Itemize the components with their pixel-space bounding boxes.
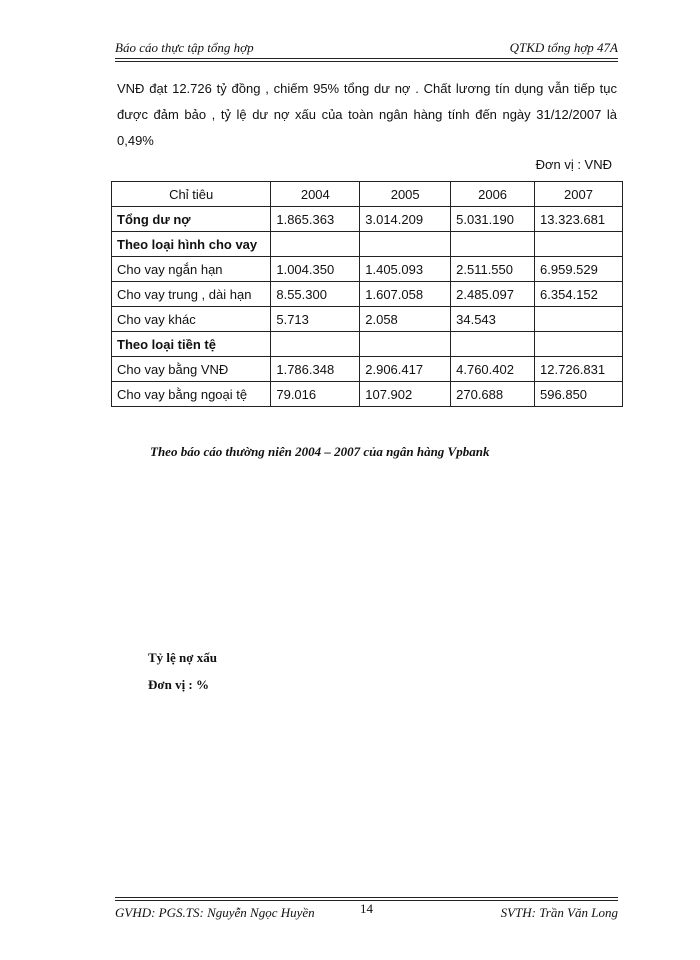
- body-paragraph: VNĐ đạt 12.726 tỷ đồng , chiếm 95% tổng dư nợ . Chất lương tín dụng vẫn tiếp tục được đảm bảo , tỷ lệ dư nợ xấu của toàn ngân hàng tính đến ngày 31/12/2007 là 0,49%: [117, 81, 617, 148]
- table-cell: 1.786.348: [271, 357, 360, 382]
- column-header: 2005: [360, 182, 451, 207]
- table-source-note: Theo báo cáo thường niên 2004 – 2007 của ngân hàng Vpbank: [150, 444, 490, 459]
- table-row: [112, 282, 623, 307]
- table-row: [112, 257, 623, 282]
- table-cell: 2.058: [360, 307, 451, 332]
- row-label: Theo loại tiền tệ: [112, 332, 271, 357]
- header-rule: [115, 58, 618, 59]
- loan-table: [111, 181, 623, 407]
- table-cell: 34.543: [451, 307, 535, 332]
- page-number: 14: [360, 901, 373, 916]
- table-cell: 5.713: [271, 307, 360, 332]
- row-label: Cho vay ngắn hạn: [112, 257, 271, 282]
- table-cell: 79.016: [271, 382, 360, 407]
- row-label: Tổng dư nợ: [112, 207, 271, 232]
- table-cell: 270.688: [451, 382, 535, 407]
- table-cell: [360, 332, 451, 357]
- table-row: [112, 382, 623, 407]
- header-rule-double: [115, 61, 618, 62]
- table-cell: 2.906.417: [360, 357, 451, 382]
- table-row: [112, 357, 623, 382]
- footer-rule: [115, 897, 618, 898]
- header-class-name: QTKD tổng hợp 47A: [509, 40, 618, 55]
- table-cell: 1.865.363: [271, 207, 360, 232]
- table-cell: 1.607.058: [360, 282, 451, 307]
- table-header-row: [112, 182, 623, 207]
- footer-student: SVTH: Trần Văn Long: [500, 905, 618, 920]
- row-label: Cho vay khác: [112, 307, 271, 332]
- table-cell: [451, 332, 535, 357]
- header-report-title: Báo cáo thực tập tổng hợp: [115, 40, 254, 55]
- table-cell: 6.959.529: [535, 257, 623, 282]
- table-cell: [535, 332, 623, 357]
- row-label: Theo loại hình cho vay: [112, 232, 271, 257]
- column-header: 2007: [535, 182, 623, 207]
- table-cell: 6.354.152: [535, 282, 623, 307]
- row-label: Cho vay bằng ngoại tệ: [112, 382, 271, 407]
- table-cell: 5.031.190: [451, 207, 535, 232]
- table-row: [112, 332, 623, 357]
- table-cell: 4.760.402: [451, 357, 535, 382]
- table-cell: 1.004.350: [271, 257, 360, 282]
- table-cell: 2.485.097: [451, 282, 535, 307]
- table-cell: 2.511.550: [451, 257, 535, 282]
- table-cell: 12.726.831: [535, 357, 623, 382]
- table-cell: 596.850: [535, 382, 623, 407]
- footer-supervisor: GVHD: PGS.TS: Nguyễn Ngọc Huyền: [115, 905, 315, 920]
- table-row: [112, 207, 623, 232]
- table-row: [112, 232, 623, 257]
- column-header: 2004: [271, 182, 360, 207]
- table-cell: [451, 232, 535, 257]
- row-label: Cho vay trung , dài hạn: [112, 282, 271, 307]
- table-cell: 107.902: [360, 382, 451, 407]
- table-cell: [271, 332, 360, 357]
- table-cell: [271, 232, 360, 257]
- table-cell: 13.323.681: [535, 207, 623, 232]
- table-cell: 3.014.209: [360, 207, 451, 232]
- table-cell: [360, 232, 451, 257]
- table-row: [112, 307, 623, 332]
- table-cell: [535, 307, 623, 332]
- ratio-unit-label: Đơn vị : %: [148, 677, 210, 692]
- column-header: Chỉ tiêu: [112, 182, 271, 207]
- page-footer: [115, 897, 618, 923]
- table-unit-label: Đơn vị : VNĐ: [535, 157, 612, 172]
- page-header: [115, 38, 618, 60]
- ratio-section-title: Tỷ lệ nợ xấu: [148, 650, 217, 665]
- row-label: Cho vay bằng VNĐ: [112, 357, 271, 382]
- column-header: 2006: [451, 182, 535, 207]
- table-cell: [535, 232, 623, 257]
- table-cell: 1.405.093: [360, 257, 451, 282]
- table-cell: 8.55.300: [271, 282, 360, 307]
